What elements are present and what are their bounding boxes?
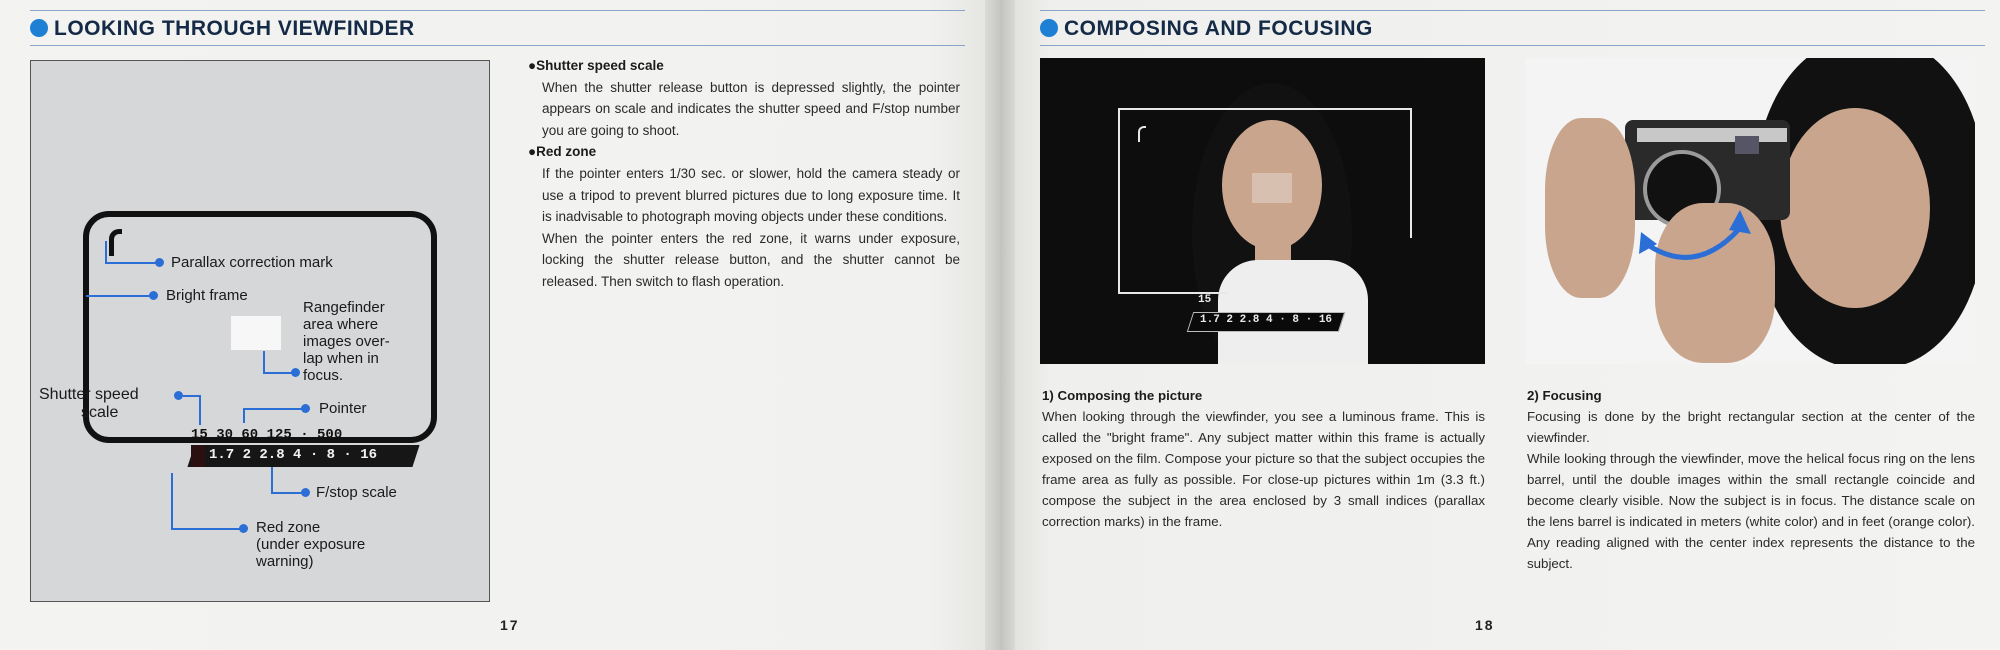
parallax-mark-icon [109, 229, 122, 256]
rangefinder-area [231, 316, 281, 350]
section-header-composing [1040, 10, 1985, 46]
photo-shutter-scale: 15 [1198, 294, 1212, 306]
page-number: 18 [1475, 617, 1495, 633]
label-bright-frame: Bright frame [166, 287, 248, 304]
viewfinder-diagram: 15 30 60 125 · 500 1.7 2 2.8 4 · 8 · 16 Parallax correction mark Bright frame Rangefinder area where images over- lap when in focus. Shutter speed scale Pointer F/stop scale Red zone (under exposure warning) [30, 60, 490, 602]
annotation-dot [149, 291, 158, 300]
label-fstop-scale: F/stop scale [316, 484, 397, 501]
paragraph-red-zone-2: When the pointer enters the red zone, it warns under exposure, locking the shutter release button, and the shutter cannot be released. Then switch to flash operation. [542, 230, 960, 289]
annotation-dot [301, 488, 310, 497]
annotation-dot [174, 391, 183, 400]
page-number: 17 [500, 617, 520, 633]
shutter-scale-numbers: 15 30 60 125 · 500 [191, 427, 343, 443]
composing-section [1042, 385, 1485, 532]
parallax-mark-icon [1138, 126, 1146, 142]
viewfinder-photo [1040, 58, 1485, 364]
annotation-dot [239, 524, 248, 533]
paragraph-focusing-1: Focusing is done by the bright rectangular section at the center of the viewfinder. [1527, 409, 1975, 445]
focusing-photo [1525, 58, 1975, 364]
subhead-red-zone: ●Red zone [528, 144, 597, 160]
shutter-speed-section [528, 55, 960, 293]
subhead-composing: 1) Composing the picture [1042, 388, 1203, 403]
subhead-focusing: 2) Focusing [1527, 388, 1602, 403]
fstop-scale-numbers: 1.7 2 2.8 4 · 8 · 16 [209, 447, 378, 463]
annotation-dot [291, 368, 300, 377]
photo-fstop-scale: 1.7 2 2.8 4 · 8 · 16 [1200, 314, 1333, 326]
section-header-viewfinder [30, 10, 965, 46]
paragraph-composing: When looking through the viewfinder, you see a luminous frame. This is called the "bright frame". Any subject matter within this frame is actually exposed on the film. Compose your picture so that the subject occupies the frame area as fully as possible. For close-up pictures within 1m (3.3 ft.) compose the subject in the area enclosed by 3 small indices (parallax correction marks) in the frame. [1042, 409, 1485, 529]
paragraph-red-zone-1: If the pointer enters 1/30 sec. or slower, hold the camera steady or use a tripod to prevent blurred pictures due to long exposure time. It is inadvisable to photograph moving objects under these conditions. [542, 165, 960, 225]
label-pointer: Pointer [319, 400, 367, 417]
section-title: LOOKING THROUGH VIEWFINDER [54, 17, 415, 40]
focusing-section [1527, 385, 1975, 574]
blue-bullet-icon [1040, 19, 1058, 37]
rotation-arrow-icon [1625, 188, 1775, 268]
paragraph-focusing-2: While looking through the viewfinder, move the helical focus ring on the lens barrel, until the double images within the small rectangle coincide and become clearly visible. Now the subject is in focus. The distance scale on the lens barrel is indicated in meters (white color) and in feet (orange color). Any reading aligned with the center index represents the distance to the subject. [1527, 451, 1975, 571]
section-title: COMPOSING AND FOCUSING [1064, 17, 1373, 40]
book-gutter [985, 0, 1015, 650]
subhead-shutter-speed: ●Shutter speed scale [528, 58, 664, 73]
blue-bullet-icon [30, 19, 48, 37]
label-parallax: Parallax correction mark [171, 254, 333, 271]
red-zone-marker [191, 445, 205, 467]
annotation-dot [155, 258, 164, 267]
paragraph-shutter-speed: When the shutter release button is depressed slightly, the pointer appears on scale and indicates the shutter speed and F/stop number you are going to shoot. [542, 79, 960, 138]
annotation-dot [301, 404, 310, 413]
